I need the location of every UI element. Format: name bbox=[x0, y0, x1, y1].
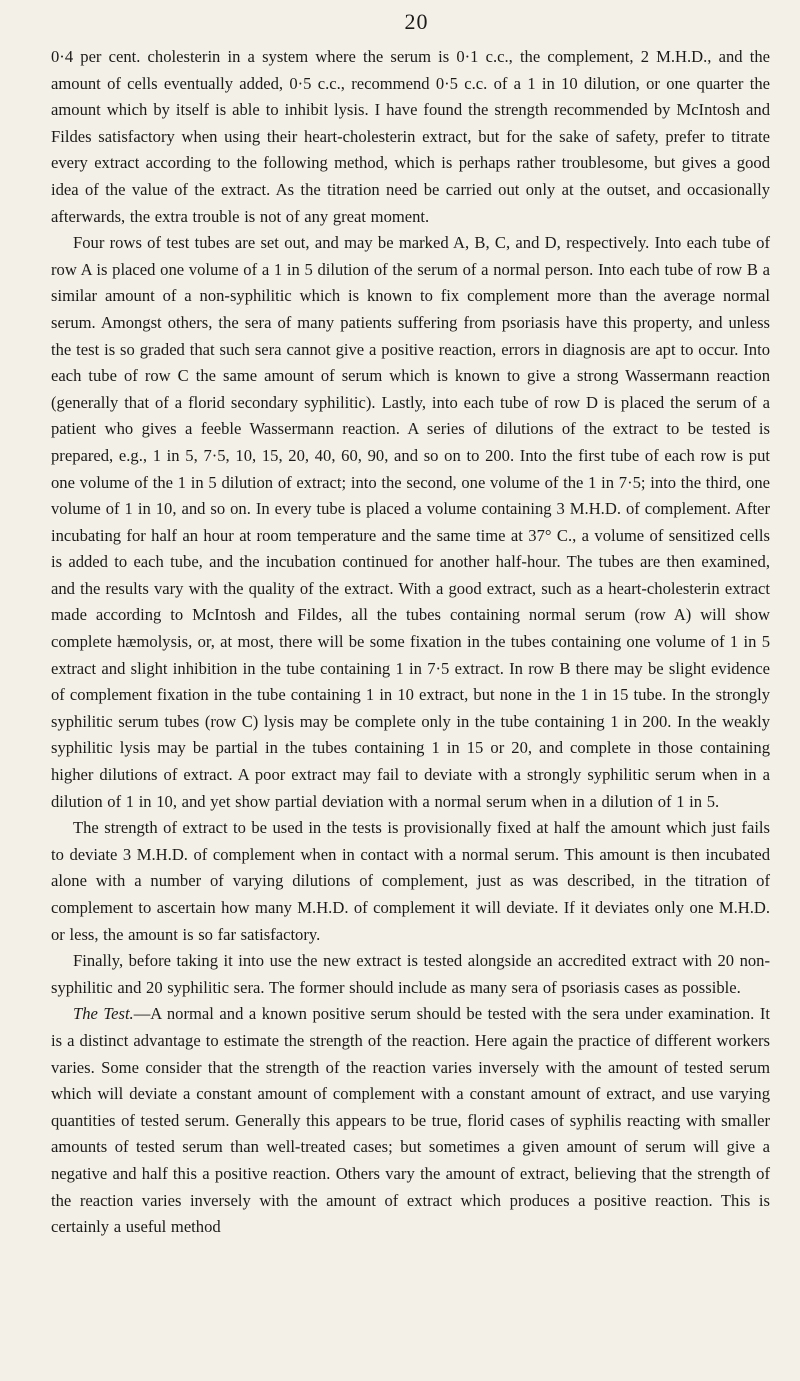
section-run-in-heading: The Test. bbox=[73, 1004, 134, 1024]
page-number: 20 bbox=[404, 9, 429, 34]
paragraph-titration-intro bbox=[51, 44, 770, 230]
paragraph-test-tube-rows bbox=[51, 230, 770, 815]
body-text bbox=[51, 44, 770, 1241]
paragraph-text: The strength of extract to be used in the tests is provisionally fixed at half the amount which just fails to deviate 3 M.H.D. of complement when in contact with a normal serum. This amount is then incubated alone with a number of varying dilutions of complement, just as was described, in the titration of complement to ascertain how many M.H.D. of complement it will deviate. If it deviates only one M.H.D. or less, the amount is so far satisfactory. bbox=[51, 818, 770, 944]
paragraph-extract-strength bbox=[51, 815, 770, 948]
paragraph-the-test bbox=[51, 1001, 770, 1240]
paragraph-text: —A normal and a known positive serum should be tested with the sera under examination. It is a distinct advantage to estimate the strength of the reaction. Here again the practice of different workers varies. Some consider that the strength of the reaction varies inversely with the amount of tested serum which will deviate a constant amount of complement with a constant amount of extract, and use varying quantities of tested serum. Generally this appears to be true, florid cases of syphilis reacting with smaller amounts of tested serum than well-treated cases; but sometimes a given amount of serum will give a negative and half this a positive reaction. Others vary the amount of extract, believing that the strength of the reaction varies inversely with the amount of extract which produces a positive reaction. This is certainly a useful method bbox=[51, 1004, 770, 1237]
paragraph-text: 0·4 per cent. cholesterin in a system where the serum is 0·1 c.c., the complement, 2 M.H.D., and the amount of cells eventually added, 0·5 c.c., recommend 0·5 c.c. of a 1 in 10 dilution, or one quarter the amount which by itself is able to inhibit lysis. I have found the strength recommended by McIntosh and Fildes satisfactory when using their heart-cholesterin extract, but for the sake of safety, prefer to titrate every extract according to the following method, which is perhaps rather troublesome, but gives a good idea of the value of the extract. As the titration need be carried out only at the outset, and occasionally afterwards, the extra trouble is not of any great moment. bbox=[51, 47, 770, 226]
paragraph-final-testing bbox=[51, 948, 770, 1001]
paragraph-text: Finally, before taking it into use the new extract is tested alongside an accredited extract with 20 non-syphilitic and 20 syphilitic sera. The former should include as many sera of psoriasis cases as possible. bbox=[51, 951, 770, 997]
paragraph-text: Four rows of test tubes are set out, and may be marked A, B, C, and D, respectively. Into each tube of row A is placed one volume of a 1 in 5 dilution of the serum of a normal person. Into each tube of row B a similar amount of a non-syphilitic which is known to fix complement more than the average normal serum. Amongst others, the sera of many patients suffering from psoriasis have this property, and unless the test is so graded that such sera cannot give a positive reaction, errors in diagnosis are apt to occur. Into each tube of row C the same amount of serum which is known to give a strong Wassermann reaction (generally that of a florid secondary syphilitic). Lastly, into each tube of row D is placed the serum of a patient who gives a feeble Wassermann reaction. A series of dilutions of the extract to be tested is prepared, e.g., 1 in 5, 7·5, 10, 15, 20, 40, 60, 90, and so on to 200. Into the first tube of each row is put one volume of the 1 in 5 dilution of extract; into the second, one volume of the 1 in 7·5; into the third, one volume of 1 in 10, and so on. In every tube is placed a volume containing 3 M.H.D. of complement. After incubating for half an hour at room temperature and the same time at 37° C., a volume of sensitized cells is added to each tube, and the incubation continued for another half-hour. The tubes are then examined, and the results vary with the quality of the extract. With a good extract, such as a heart-cholesterin extract made according to McIntosh and Fildes, all the tubes containing normal serum (row A) will show complete hæmolysis, or, at most, there will be some fixation in the tubes containing one volume of 1 in 5 extract and slight inhibition in the tube containing 1 in 7·5 extract. In row B there may be slight evidence of complement fixation in the tube containing 1 in 10 extract, but none in the 1 in 15 tube. In the strongly syphilitic serum tubes (row C) lysis may be complete only in the tube containing 1 in 200. In the weakly syphilitic lysis may be partial in the tubes containing 1 in 15 or 20, and complete in those containing higher dilutions of extract. A poor extract may fail to deviate with a strongly syphilitic serum when in a dilution of 1 in 10, and yet show partial deviation with a normal serum when in a dilution of 1 in 5. bbox=[51, 233, 770, 811]
